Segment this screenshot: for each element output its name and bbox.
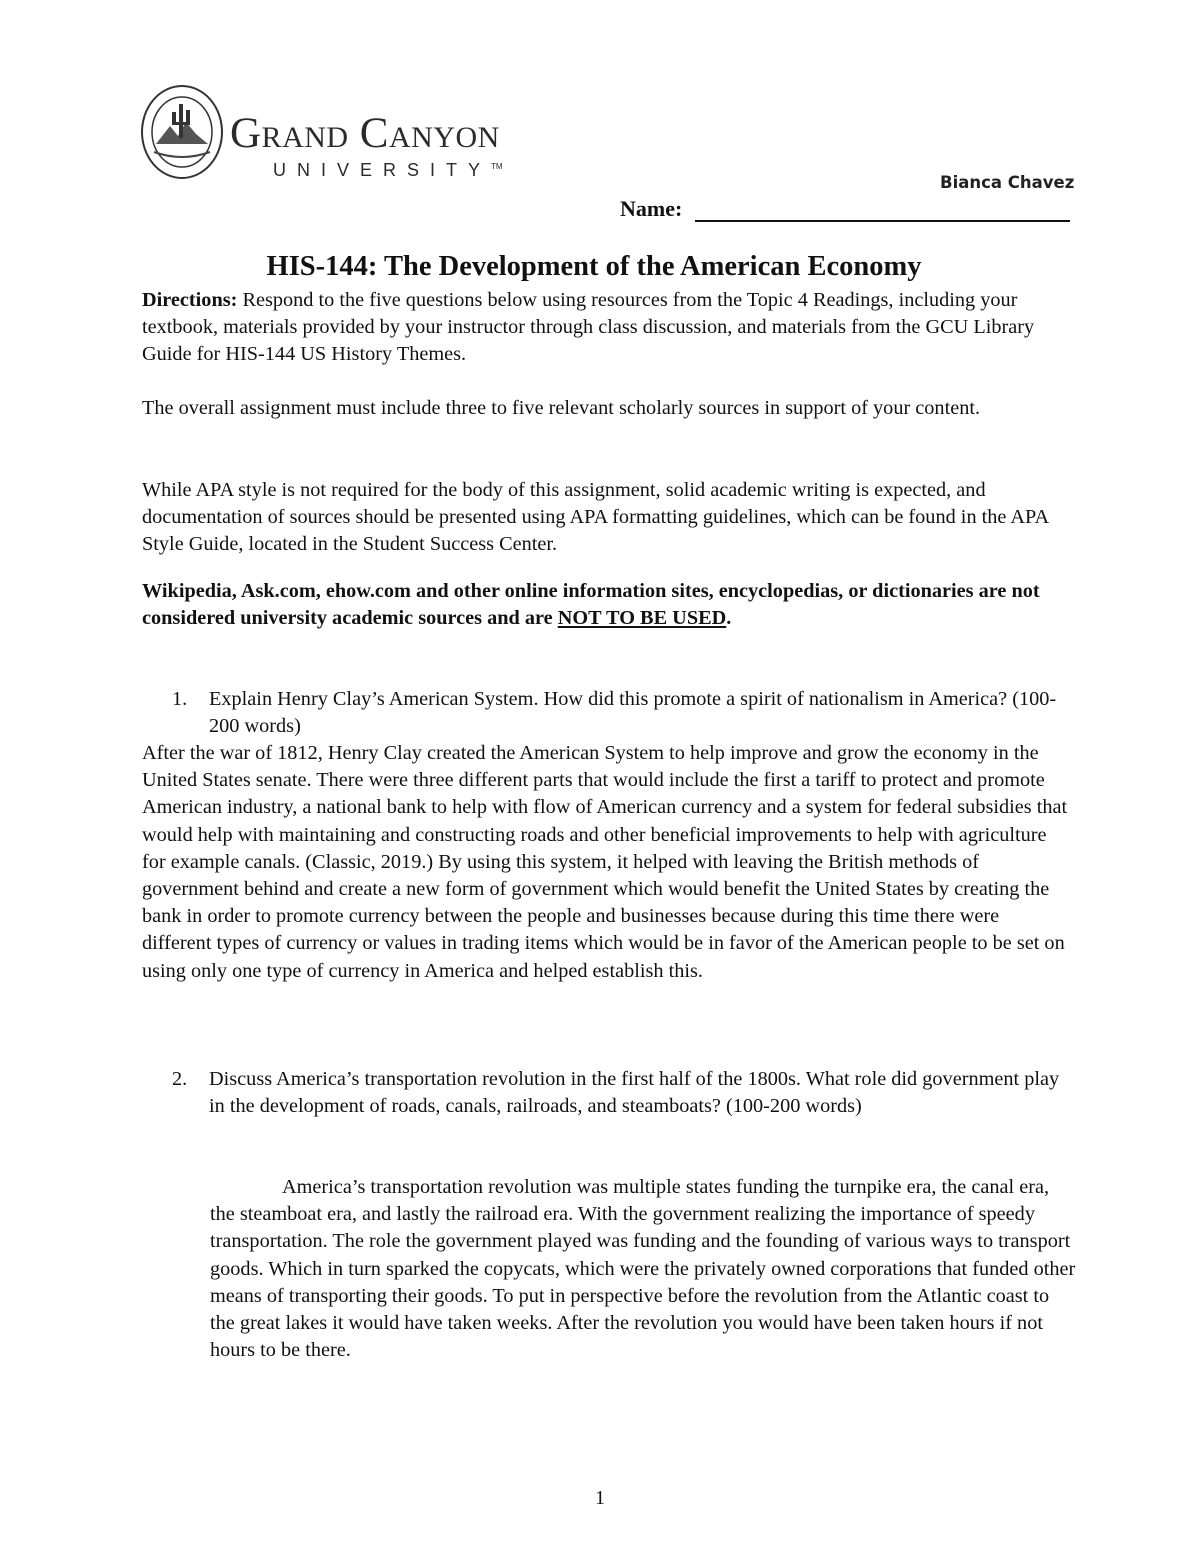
trademark-mark: TM [491, 162, 503, 171]
directions-paragraph [142, 287, 1072, 369]
answer-2-text: America’s transportation revolution was multiple states funding the turnpike era, the canal era, the steamboat era, and lastly the railroad era. With the government realizing the importance of speedy transportation. The role the government played was funding and the founding of various ways to transport goods. Which in turn sparked the copycats, which were the privately owned corporations that funded other means of transporting their goods. To put in perspective before the revolution from the Atlantic coast to the great lakes it would have taken weeks. After the revolution you would have been taken hours if not hours to be there. [210, 1176, 1076, 1362]
university-seal-icon [140, 82, 224, 182]
question-number: 1. [172, 688, 188, 710]
question-text: Discuss America’s transportation revolution in the first half of the 1800s. What role did government play in the development of roads, canals, railroads, and steamboats? (100-200 words) [209, 1068, 1060, 1118]
university-logo [140, 82, 503, 182]
directions-label: Directions: [142, 289, 238, 311]
university-wordmark [230, 112, 503, 181]
question-text: Explain Henry Clay’s American System. How did this promote a spirit of nationalism in America? (100-200 words) [209, 688, 1057, 738]
question-1 [172, 686, 1072, 740]
answer-2 [210, 1174, 1076, 1364]
warning-underlined: NOT TO BE USED [557, 607, 727, 630]
sources-requirement-text: The overall assignment must include three to five relevant scholarly sources in support of your content. [142, 397, 981, 419]
student-name: Bianca Chavez [940, 173, 1075, 192]
question-2 [172, 1066, 1072, 1120]
apa-paragraph [142, 477, 1072, 559]
answer-1: After the war of 1812, Henry Clay created the American System to help improve and grow the economy in the United States senate. There were three different parts that would include the first a tariff to protect and promote American industry, a national bank to help with flow of American currency and a system for federal subsidies that would help with maintaining and constructing roads and other beneficial improvements to help with agriculture for example canals. (Classic, 2019.) By using this system, it helped with leaving the British methods of government behind and create a new form of government which would benefit the United States by creating the bank in order to promote currency between the people and businesses because during this time there were different types of currency or values in trading items which would be in favor of the American people to be set on using only one type of currency in America and helped establish this. [142, 742, 1068, 982]
warning-end: . [726, 607, 732, 630]
sources-warning [142, 578, 1072, 632]
name-label: Name: [620, 196, 683, 221]
directions-text: Respond to the five questions below using resources from the Topic 4 Readings, including your textbook, materials provided by your instructor through class discussion, and materials from the GCU Library Guide for HIS-144 US History Themes. [142, 289, 1035, 366]
logo-name: Grand Canyon [230, 110, 500, 157]
page-title: HIS-144: The Development of the American Economy [266, 251, 922, 282]
name-underline [695, 220, 1070, 222]
logo-subtitle: UNIVERSITY [273, 160, 492, 180]
sources-requirement-paragraph [142, 395, 1072, 422]
question-number: 2. [172, 1068, 188, 1090]
page-number: 1 [595, 1487, 605, 1509]
apa-text: While APA style is not required for the body of this assignment, solid academic writing is expected, and documentation of sources should be presented using APA formatting guidelines, which can be found in the APA Style Guide, located in the Student Success Center. [142, 479, 1048, 556]
warning-text: Wikipedia, Ask.com, ehow.com and other online information sites, encyclopedias, or dictionaries are not considered university academic sources and are [142, 580, 1040, 630]
name-field [620, 196, 1072, 226]
